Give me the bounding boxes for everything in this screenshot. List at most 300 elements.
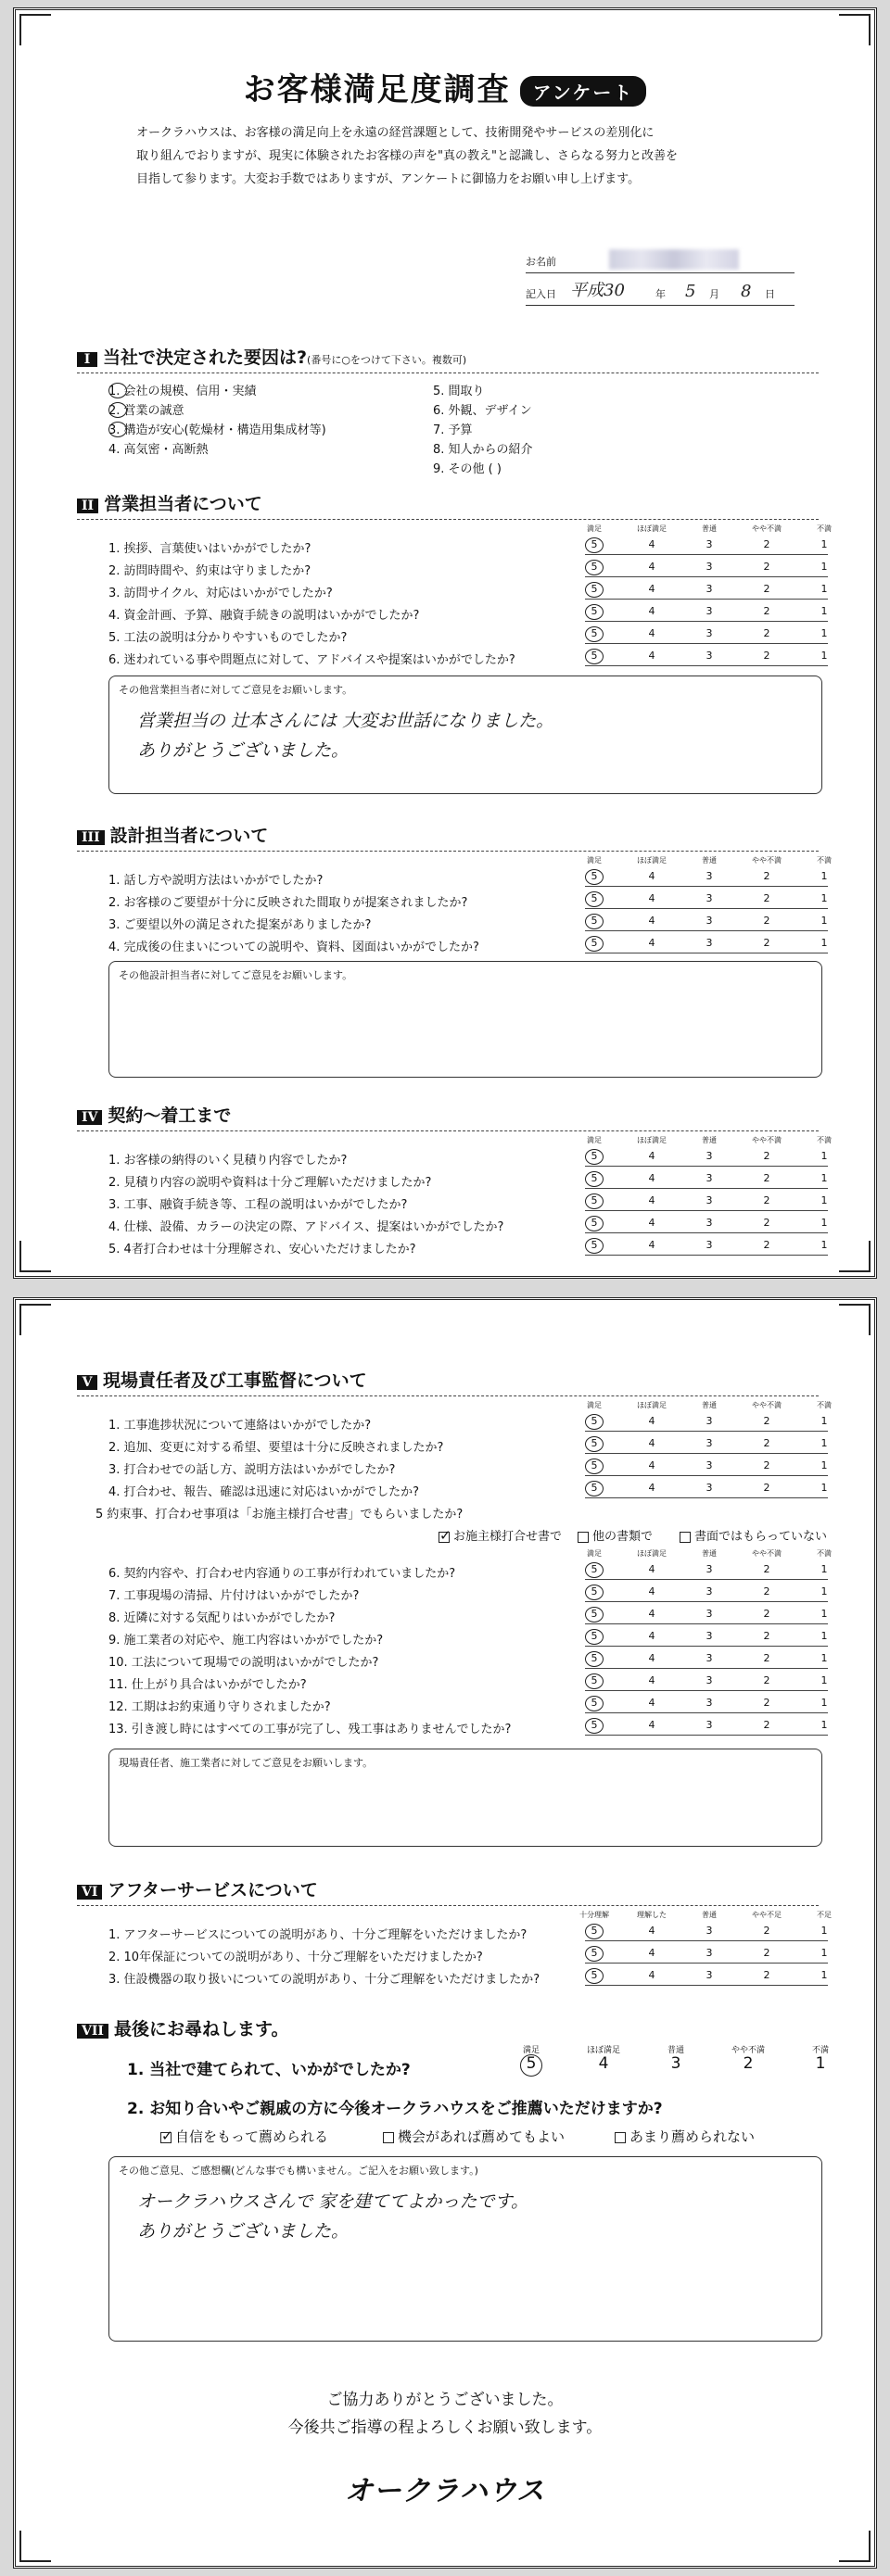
rating-option[interactable]: 2	[763, 1697, 770, 1709]
question: 9. 施工業者の対応や、施工内容はいかがでしたか?	[108, 1634, 384, 1648]
rating-row	[585, 915, 826, 929]
rating-option[interactable]: 5	[591, 1150, 598, 1162]
question: 10. 工法について現場での説明はいかがでしたか?	[108, 1656, 379, 1670]
rating-option[interactable]: 2	[763, 1437, 770, 1449]
rating-option[interactable]: 2	[763, 605, 770, 617]
rating-option[interactable]: 3	[706, 1437, 713, 1449]
intro-text: オークラハウスは、お客様の満足向上を永遠の経営課題として、技術開発やサービスの差別化に 取り組んでおりますが、現実に体験されたお客様の声を"真の教え"と認識し、さらなる努力と改善を 目指して参ります。大変お手数ではありますが、アンケートに御協力をお願い申し上げます。	[136, 126, 678, 186]
rating-option[interactable]: 2	[763, 561, 770, 573]
rating-option[interactable]: 4	[648, 915, 655, 927]
rating-option[interactable]: 5	[591, 1415, 598, 1427]
rating-underline	[585, 930, 828, 931]
rating-option[interactable]: 1	[820, 1608, 828, 1620]
selection-circle	[585, 1193, 604, 1209]
scale-header: ほぼ満足	[637, 856, 667, 865]
scale-header: 十分理解	[579, 1911, 609, 1919]
rating-row	[585, 561, 826, 575]
rating-underline	[585, 908, 828, 909]
rating-option[interactable]: 4	[648, 1674, 655, 1686]
date-year-unit: 年	[655, 288, 666, 300]
question: 1. 話し方や説明方法はいかがでしたか?	[108, 874, 324, 888]
rating-row	[585, 870, 826, 885]
scale-header: 普通	[702, 1136, 717, 1144]
rating-option[interactable]: 1	[820, 1925, 828, 1937]
rating-option[interactable]: 3	[706, 538, 713, 550]
question: 4. 仕様、設備、カラーの決定の際、アドバイス、提案はいかがでしたか?	[108, 1220, 504, 1234]
rating-option[interactable]: 2	[763, 870, 770, 882]
selection-circle	[585, 1149, 604, 1165]
rating-row	[585, 892, 826, 907]
question: 4. 完成後の住まいについての説明や、資料、図面はいかがでしたか?	[108, 941, 479, 954]
rating-option[interactable]: 3	[706, 1652, 713, 1664]
rating-option[interactable]: 4	[648, 937, 655, 949]
rating-option[interactable]: 1	[820, 1585, 828, 1597]
rating-option[interactable]: 4	[648, 1652, 655, 1664]
rating-option[interactable]: 4	[648, 538, 655, 550]
scale-header: 普通	[667, 2046, 685, 2055]
scale-header: 満足	[587, 856, 602, 865]
rating-option[interactable]: 1	[820, 1563, 828, 1575]
sales-comment-box[interactable]	[108, 676, 822, 794]
rating-option[interactable]: 3	[706, 583, 713, 595]
question: 5. 4者打合わせは十分理解され、安心いただけましたか?	[108, 1243, 416, 1256]
question: 11. 仕上がり具合はいかがでしたか?	[108, 1678, 307, 1692]
rating-option[interactable]: 4	[648, 1969, 655, 1981]
rating-underline	[585, 665, 828, 666]
rating-option[interactable]: 5	[591, 1194, 598, 1206]
rating-option[interactable]: 3	[706, 1239, 713, 1251]
option-label: 自信をもって薦められる	[175, 2128, 329, 2145]
rating-row	[585, 1437, 826, 1452]
section-note: (番号に○をつけて下さい。複数可)	[307, 354, 467, 366]
selection-circle	[108, 383, 127, 398]
rating-option[interactable]: 5	[591, 1925, 598, 1937]
scale-header: 不満	[817, 1401, 832, 1409]
rating-option[interactable]: 3	[706, 650, 713, 662]
rating-option[interactable]: 4	[648, 1608, 655, 1620]
question: 3. 訪問サイクル、対応はいかがでしたか?	[108, 587, 333, 600]
selection-circle	[585, 1924, 604, 1939]
rating-option[interactable]: 2	[763, 650, 770, 662]
rating-option[interactable]: 1	[820, 1697, 828, 1709]
rating-option[interactable]: 2	[763, 1925, 770, 1937]
rating-option[interactable]: 3	[706, 561, 713, 573]
date-month: 5	[685, 282, 696, 301]
rating-underline	[585, 1431, 828, 1432]
scale-header: やや不満	[752, 1136, 782, 1144]
rating-option[interactable]: 3	[706, 915, 713, 927]
scale-header: やや不満	[731, 2046, 766, 2055]
rating-option[interactable]: 2	[763, 538, 770, 550]
rating-option[interactable]: 2	[763, 1194, 770, 1206]
rating-option[interactable]: 5	[591, 915, 598, 927]
rating-option[interactable]: 1	[820, 1194, 828, 1206]
scale-value[interactable]: 5	[526, 2054, 537, 2073]
rating-option[interactable]: 5	[591, 627, 598, 639]
rating-option[interactable]: 4	[648, 1415, 655, 1427]
checkbox[interactable]	[383, 2132, 394, 2143]
factor-option[interactable]: 6. 外観、デザイン	[433, 404, 532, 418]
factor-option[interactable]: 8. 知人からの紹介	[433, 443, 533, 457]
rating-scale-header	[585, 855, 832, 868]
rating-row	[585, 1563, 826, 1578]
option-label: 他の書類で	[592, 1530, 654, 1544]
rating-option[interactable]: 2	[763, 892, 770, 904]
scale-header: 満足	[587, 1136, 602, 1144]
rating-row	[585, 1719, 826, 1734]
q5-option-checked[interactable]	[439, 1526, 562, 1544]
scale-header: 満足	[587, 524, 602, 533]
comment-label: 現場責任者、施工業者に対してご意見をお願いします。	[119, 1757, 374, 1769]
rating-option[interactable]: 3	[706, 1719, 713, 1731]
rating-option[interactable]: 3	[706, 1217, 713, 1229]
scale-header: 満足	[587, 1549, 602, 1558]
rating-option[interactable]: 1	[820, 1459, 828, 1471]
rating-option[interactable]: 4	[648, 1697, 655, 1709]
option-label: お施主様打合せ書で	[453, 1530, 563, 1544]
rating-option[interactable]: 2	[763, 1459, 770, 1471]
checkbox[interactable]	[680, 1532, 691, 1543]
checkbox-checked[interactable]	[160, 2132, 172, 2143]
checkbox[interactable]	[615, 2132, 626, 2143]
design-comment-box[interactable]	[108, 961, 822, 1078]
rating-option[interactable]: 1	[820, 1172, 828, 1184]
comment-label: その他営業担当者に対してご意見をお願いします。	[119, 684, 353, 696]
selection-circle	[585, 604, 604, 620]
rating-option[interactable]: 3	[706, 1947, 713, 1959]
factor-option[interactable]: 7. 予算	[433, 423, 473, 437]
rating-option[interactable]: 2	[763, 915, 770, 927]
rating-option[interactable]: 2	[763, 1482, 770, 1494]
corner-ornament	[839, 14, 871, 45]
rating-option[interactable]: 5	[591, 1563, 598, 1575]
rating-option[interactable]: 5	[591, 605, 598, 617]
recommend-option-checked[interactable]	[160, 2127, 328, 2146]
rating-option[interactable]: 1	[820, 583, 828, 595]
rating-underline	[585, 1210, 828, 1211]
rating-option[interactable]: 5	[591, 1482, 598, 1494]
rating-option[interactable]: 5	[591, 538, 598, 550]
scale-value[interactable]: 2	[743, 2054, 754, 2073]
rating-underline	[585, 1690, 828, 1691]
rating-row	[585, 1194, 826, 1209]
scale-header: 普通	[702, 524, 717, 533]
rating-option[interactable]: 1	[820, 1217, 828, 1229]
rating-underline	[585, 1166, 828, 1167]
rating-option[interactable]: 1	[820, 561, 828, 573]
comment-label: その他設計担当者に対してご意見をお願いします。	[119, 969, 353, 981]
rating-option[interactable]: 4	[648, 892, 655, 904]
rating-option[interactable]: 1	[820, 915, 828, 927]
rating-option[interactable]: 1	[820, 1719, 828, 1731]
rating-option[interactable]: 2	[763, 1585, 770, 1597]
rating-option[interactable]: 4	[648, 1947, 655, 1959]
recommend-option[interactable]	[615, 2127, 755, 2146]
rating-option[interactable]: 1	[820, 538, 828, 550]
section-heading	[77, 1876, 819, 1906]
checkbox[interactable]	[578, 1532, 589, 1543]
rating-option[interactable]: 4	[648, 605, 655, 617]
rating-option[interactable]: 3	[706, 627, 713, 639]
rating-option[interactable]: 4	[648, 1630, 655, 1642]
selection-circle	[585, 1718, 604, 1734]
rating-option[interactable]: 1	[820, 1482, 828, 1494]
section-title: 当社で決定された要因は?	[103, 347, 308, 368]
rating-option[interactable]: 5	[591, 870, 598, 882]
selection-circle	[585, 936, 604, 952]
rating-option[interactable]: 5	[591, 1697, 598, 1709]
rating-option[interactable]: 4	[648, 1217, 655, 1229]
selection-circle	[585, 1651, 604, 1667]
factor-options	[77, 381, 819, 478]
section-title: 契約〜着工まで	[108, 1105, 232, 1126]
rating-option[interactable]: 1	[820, 1415, 828, 1427]
rating-option[interactable]: 1	[820, 1630, 828, 1642]
rating-option[interactable]: 2	[763, 1969, 770, 1981]
rating-option[interactable]: 2	[763, 627, 770, 639]
rating-row	[585, 538, 826, 553]
selection-circle	[585, 582, 604, 598]
section-title: アフターサービスについて	[108, 1880, 318, 1900]
scale-value[interactable]: 3	[670, 2054, 681, 2073]
corner-ornament	[839, 1241, 871, 1272]
rating-underline	[585, 1646, 828, 1647]
q5-option[interactable]	[680, 1526, 827, 1544]
rating-option[interactable]: 2	[763, 1172, 770, 1184]
scale-header: 普通	[702, 1549, 717, 1558]
rating-option[interactable]: 3	[706, 870, 713, 882]
rating-row	[585, 650, 826, 664]
rating-option[interactable]: 2	[763, 1217, 770, 1229]
rating-underline	[585, 1735, 828, 1736]
rating-option[interactable]: 5	[591, 561, 598, 573]
rating-option[interactable]: 3	[706, 1697, 713, 1709]
rating-option[interactable]: 1	[820, 937, 828, 949]
corner-ornament	[19, 2531, 51, 2562]
rating-option[interactable]: 3	[706, 1925, 713, 1937]
section-heading	[77, 490, 819, 520]
rating-option[interactable]: 2	[763, 1150, 770, 1162]
rating-option[interactable]: 3	[706, 1482, 713, 1494]
rating-option[interactable]: 4	[648, 1172, 655, 1184]
rating-option[interactable]: 1	[820, 1969, 828, 1981]
rating-option[interactable]: 3	[706, 1630, 713, 1642]
scale-header: やや不満	[752, 1549, 782, 1558]
rating-option[interactable]: 5	[591, 1437, 598, 1449]
rating-option[interactable]: 3	[706, 892, 713, 904]
scale-header: 不満	[817, 1549, 832, 1558]
q5-option[interactable]	[578, 1526, 653, 1544]
rating-option[interactable]: 2	[763, 1674, 770, 1686]
redacted-name	[609, 249, 739, 270]
factor-option[interactable]: 5. 間取り	[433, 385, 485, 398]
rating-scale-header	[585, 524, 832, 537]
rating-underline	[585, 643, 828, 644]
rating-option[interactable]: 1	[820, 892, 828, 904]
factor-option[interactable]: 1. 会社の規模、信用・実績	[108, 385, 257, 398]
rating-option[interactable]: 5	[591, 1969, 598, 1981]
corner-ornament	[19, 1241, 51, 1272]
rating-underline	[585, 1255, 828, 1256]
rating-option[interactable]: 1	[820, 1947, 828, 1959]
survey-page-2	[13, 1297, 877, 2569]
rating-option[interactable]: 2	[763, 937, 770, 949]
checkbox-checked[interactable]	[439, 1532, 450, 1543]
rating-option[interactable]: 1	[820, 1150, 828, 1162]
selection-circle	[585, 1585, 604, 1600]
rating-option[interactable]: 2	[763, 1947, 770, 1959]
date-month-unit: 月	[709, 288, 719, 300]
rating-option[interactable]: 3	[706, 1585, 713, 1597]
scale-value[interactable]: 1	[815, 2054, 826, 2073]
survey-badge: アンケート	[520, 76, 647, 107]
rating-option[interactable]: 4	[648, 650, 655, 662]
selection-circle	[585, 1216, 604, 1231]
rating-option[interactable]: 5	[591, 892, 598, 904]
recommend-option[interactable]	[383, 2127, 565, 2146]
handwritten-comment: 営業担当の 辻本さんには 大変お世話になりました。 ありがとうございました。	[137, 711, 554, 761]
final-comment-box[interactable]	[108, 2156, 822, 2342]
rating-option[interactable]: 3	[706, 1459, 713, 1471]
rating-option[interactable]: 5	[591, 937, 598, 949]
rating-option[interactable]: 5	[591, 1652, 598, 1664]
section-title: 設計担当者について	[109, 826, 269, 846]
selection-circle	[585, 649, 604, 664]
scale-header: 満足	[587, 1401, 602, 1409]
factor-option[interactable]: 3. 構造が安心(乾燥材・構造用集成材等)	[108, 423, 326, 437]
rating-option[interactable]: 5	[591, 1585, 598, 1597]
rating-underline	[585, 1963, 828, 1964]
rating-scale-header	[579, 1910, 832, 1923]
rating-option[interactable]: 2	[763, 1415, 770, 1427]
section-heading	[77, 1102, 819, 1131]
rating-option[interactable]: 3	[706, 937, 713, 949]
factor-option[interactable]: 2. 営業の誠意	[108, 404, 184, 418]
rating-option[interactable]: 3	[706, 1150, 713, 1162]
rating-option[interactable]: 1	[820, 1652, 828, 1664]
rating-underline	[585, 1601, 828, 1602]
scale-header: 普通	[702, 856, 717, 865]
question: 2. 訪問時間や、約束は守りましたか?	[108, 564, 312, 578]
rating-underline	[585, 1453, 828, 1454]
rating-option[interactable]: 5	[591, 1172, 598, 1184]
rating-option[interactable]: 2	[763, 1608, 770, 1620]
scale-header: 理解した	[637, 1911, 667, 1919]
rating-option[interactable]: 4	[648, 1925, 655, 1937]
selection-circle	[585, 1414, 604, 1430]
date-day-unit: 日	[765, 288, 775, 300]
selection-circle	[585, 891, 604, 907]
rating-option[interactable]: 2	[763, 1563, 770, 1575]
rating-option[interactable]: 3	[706, 605, 713, 617]
selection-circle	[585, 1673, 604, 1689]
rating-option[interactable]: 1	[820, 605, 828, 617]
section-number: IV	[77, 1110, 102, 1125]
scale-header: 不満	[817, 524, 832, 533]
question: 2. 追加、変更に対する希望、要望は十分に反映されましたか?	[108, 1441, 444, 1455]
rating-option[interactable]: 2	[763, 1652, 770, 1664]
rating-option[interactable]: 2	[763, 1719, 770, 1731]
factor-option[interactable]: 9. その他 ( )	[433, 462, 502, 476]
rating-option[interactable]: 5	[591, 1608, 598, 1620]
scale-header: ほぼ満足	[586, 2046, 621, 2055]
rating-option[interactable]: 4	[648, 1585, 655, 1597]
rating-option[interactable]: 1	[820, 1674, 828, 1686]
rating-option[interactable]: 3	[706, 1172, 713, 1184]
rating-underline	[585, 1712, 828, 1713]
rating-option[interactable]: 3	[706, 1563, 713, 1575]
question: 1. お客様の納得のいく見積り内容でしたか?	[108, 1154, 348, 1168]
section-title: 最後にお尋ねします。	[113, 2019, 289, 2039]
rating-row	[585, 1947, 826, 1962]
rating-option[interactable]: 3	[706, 1194, 713, 1206]
rating-option[interactable]: 5	[591, 1459, 598, 1471]
rating-option[interactable]: 2	[763, 1239, 770, 1251]
rating-underline	[585, 1188, 828, 1189]
selection-circle	[585, 537, 604, 553]
rating-option[interactable]: 4	[648, 1719, 655, 1731]
rating-option[interactable]: 3	[706, 1969, 713, 1981]
rating-option[interactable]: 5	[591, 1630, 598, 1642]
rating-option[interactable]: 1	[820, 870, 828, 882]
rating-option[interactable]: 4	[648, 1563, 655, 1575]
rating-option[interactable]: 1	[820, 1239, 828, 1251]
rating-option[interactable]: 3	[706, 1674, 713, 1686]
rating-option[interactable]: 4	[648, 627, 655, 639]
rating-option[interactable]: 3	[706, 1415, 713, 1427]
rating-option[interactable]: 4	[648, 1482, 655, 1494]
rating-row	[585, 1217, 826, 1231]
rating-option[interactable]: 5	[591, 583, 598, 595]
rating-option[interactable]: 4	[648, 870, 655, 882]
rating-option[interactable]: 4	[648, 1437, 655, 1449]
rating-option[interactable]: 4	[648, 583, 655, 595]
rating-option[interactable]: 5	[591, 1217, 598, 1229]
option-label: 書面ではもらっていない	[694, 1530, 828, 1544]
rating-option[interactable]: 4	[648, 1194, 655, 1206]
date-label: 記入日	[526, 288, 556, 300]
rating-option[interactable]: 4	[648, 1239, 655, 1251]
rating-option[interactable]: 5	[591, 1719, 598, 1731]
rating-underline	[585, 1623, 828, 1624]
rating-option[interactable]: 5	[591, 1947, 598, 1959]
rating-option[interactable]: 5	[591, 1674, 598, 1686]
section-heading	[77, 2015, 819, 2044]
rating-underline	[585, 1668, 828, 1669]
survey-page-1	[13, 7, 877, 1279]
rating-option[interactable]: 1	[820, 627, 828, 639]
section-design-rep	[77, 822, 832, 1081]
factor-option[interactable]: 4. 高気密・高断熱	[108, 443, 209, 457]
rating-row	[585, 1585, 826, 1600]
rating-option[interactable]: 5	[591, 1239, 598, 1251]
selection-circle	[585, 1968, 604, 1984]
rating-option[interactable]: 5	[591, 650, 598, 662]
rating-option[interactable]: 3	[706, 1608, 713, 1620]
rating-option[interactable]: 1	[820, 650, 828, 662]
rating-option[interactable]: 2	[763, 583, 770, 595]
rating-option[interactable]: 4	[648, 561, 655, 573]
rating-option[interactable]: 1	[820, 1437, 828, 1449]
scale-value[interactable]: 4	[598, 2054, 609, 2073]
date-era: 平成30	[570, 281, 625, 300]
thanks-message: ご協力ありがとうございました。 今後共ご指導の程よろしくお願い致します。	[287, 2391, 603, 2437]
rating-option[interactable]: 4	[648, 1150, 655, 1162]
site-comment-box[interactable]	[108, 1749, 822, 1847]
section-number: VII	[77, 2024, 108, 2039]
rating-option[interactable]: 2	[763, 1630, 770, 1642]
rating-option[interactable]: 4	[648, 1459, 655, 1471]
